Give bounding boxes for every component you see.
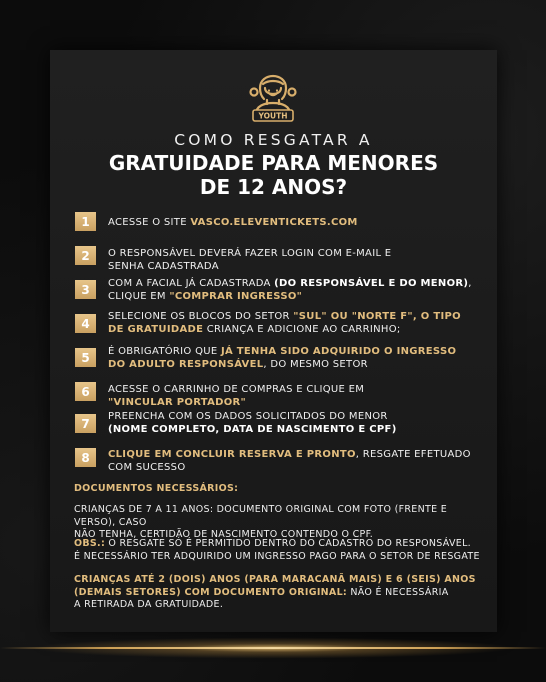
documents-kids-exemption: CRIANÇAS ATÉ 2 (DOIS) ANOS (PARA MARACANÃ MAIS) E 6 (SEIS) ANOS (DEMAIS SETORES) COM DOCUMENTO ORIGINAL: NÃO É NECESSÁRIA A RETIRADA DA GRATUIDADE. — [74, 574, 476, 610]
youth-badge-text: YOUTH — [258, 111, 288, 121]
step-5-text: É OBRIGATÓRIO QUE JÁ TENHA SIDO ADQUIRIDO O INGRESSO DO ADULTO RESPONSÁVEL, DO MESMO SETOR — [108, 346, 457, 370]
step-number-5: 5 — [75, 348, 96, 367]
title-line-1: COMO RESGATAR A — [174, 131, 373, 149]
step-number-6: 6 — [75, 382, 96, 401]
step-number-3: 3 — [75, 280, 96, 299]
step-number-8: 8 — [75, 448, 96, 467]
step-number-2: 2 — [75, 246, 96, 265]
step-3-text: COM A FACIAL JÁ CADASTRADA (DO RESPONSÁVEL E DO MENOR), CLIQUE EM "COMPRAR INGRESSO" — [108, 278, 472, 302]
step-2-text: O RESPONSÁVEL DEVERÁ FAZER LOGIN COM E-MAIL E SENHA CADASTRADA — [108, 248, 392, 272]
documents-observation: OBS.: O RESGATE SÓ É PERMITIDO DENTRO DO CADASTRO DO RESPONSÁVEL. É NECESSÁRIO TER ADQUIRIDO UM INGRESSO PAGO PARA O SETOR DE RESGATE — [74, 538, 480, 562]
step-number-7: 7 — [75, 414, 96, 433]
site-link[interactable]: VASCO.ELEVENTICKETS.COM — [190, 217, 358, 228]
title-line-3: DE 12 ANOS? — [199, 175, 348, 199]
step-1-text: ACESSE O SITE VASCO.ELEVENTICKETS.COM — [108, 217, 358, 228]
step-7-text: PREENCHA COM OS DADOS SOLICITADOS DO MENOR (NOME COMPLETO, DATA DE NASCIMENTO E CPF) — [108, 411, 397, 435]
step-8-text: CLIQUE EM CONCLUIR RESERVA E PRONTO, RESGATE EFETUADO COM SUCESSO — [108, 449, 471, 473]
documents-title: DOCUMENTOS NECESSÁRIOS: — [74, 483, 239, 494]
step-number-4: 4 — [75, 314, 96, 333]
step-number-1: 1 — [75, 212, 96, 231]
page-title — [50, 151, 497, 199]
documents-paragraph-1: CRIANÇAS DE 7 A 11 ANOS: DOCUMENTO ORIGINAL COM FOTO (FRENTE E VERSO), CASO NÃO TENHA, CERTIDÃO DE NASCIMENTO CONTENDO O CPF. — [74, 504, 448, 540]
title-line-2: GRATUIDADE PARA MENORES — [108, 151, 439, 175]
step-6-text: ACESSE O CARRINHO DE COMPRAS E CLIQUE EM "VINCULAR PORTADOR" — [108, 384, 365, 408]
youth-child-icon — [248, 66, 298, 126]
gold-light-line — [0, 647, 546, 649]
step-4-text: SELECIONE OS BLOCOS DO SETOR "SUL" OU "NORTE F", O TIPO DE GRATUIDADE CRIANÇA E ADICIONE AO CARRINHO; — [108, 311, 461, 335]
